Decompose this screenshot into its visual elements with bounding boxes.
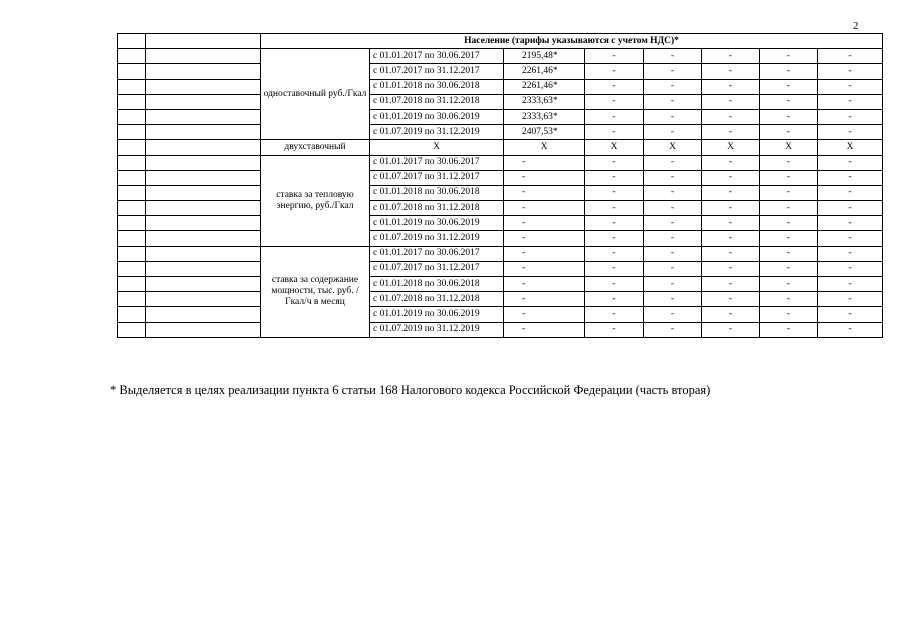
table-cell: [118, 64, 146, 79]
x-mark-cell: X: [644, 140, 702, 155]
tariff-value-cell: 2333,63*: [504, 109, 585, 124]
dash-cell: -: [818, 185, 883, 200]
dash-cell: -: [702, 109, 760, 124]
dash-cell: -: [585, 64, 644, 79]
table-cell: [146, 49, 261, 64]
dash-cell: -: [818, 261, 883, 276]
dash-cell: -: [760, 246, 818, 261]
table-cell: [118, 292, 146, 307]
table-cell: [146, 170, 261, 185]
dash-cell: -: [585, 277, 644, 292]
dash-cell: -: [702, 261, 760, 276]
dash-cell: -: [818, 49, 883, 64]
dash-cell: -: [818, 277, 883, 292]
period-cell: с 01.07.2019 по 31.12.2019: [370, 322, 504, 337]
dash-cell: -: [760, 261, 818, 276]
tariff-table-body: [118, 34, 883, 338]
dash-cell: -: [818, 170, 883, 185]
dash-cell: -: [644, 94, 702, 109]
dash-cell: -: [760, 79, 818, 94]
heat-rate-label: ставка за тепловую энергию, руб./Гкал: [261, 155, 370, 246]
dash-cell: -: [760, 155, 818, 170]
period-cell: с 01.07.2017 по 31.12.2017: [370, 64, 504, 79]
population-header: Население (тарифы указываются с учетом НДС)*: [261, 34, 883, 49]
dash-cell: -: [760, 216, 818, 231]
table-cell: [118, 155, 146, 170]
tariff-value-cell: -: [504, 170, 585, 185]
tariff-value-cell: 2407,53*: [504, 125, 585, 140]
tariff-table: [117, 33, 883, 338]
dash-cell: -: [644, 277, 702, 292]
period-cell: с 01.01.2018 по 30.06.2018: [370, 185, 504, 200]
table-cell: [118, 231, 146, 246]
period-cell: с 01.07.2019 по 31.12.2019: [370, 231, 504, 246]
table-row: [118, 64, 883, 79]
table-cell: [146, 155, 261, 170]
dash-cell: -: [585, 292, 644, 307]
dash-cell: -: [644, 64, 702, 79]
dash-cell: -: [702, 49, 760, 64]
period-cell: с 01.07.2017 по 31.12.2017: [370, 261, 504, 276]
dash-cell: -: [760, 277, 818, 292]
tariff-value-cell: 2261,46*: [504, 79, 585, 94]
dash-cell: -: [585, 185, 644, 200]
dash-cell: -: [702, 322, 760, 337]
dash-cell: -: [585, 94, 644, 109]
table-cell: [118, 34, 146, 49]
table-cell: [146, 307, 261, 322]
dash-cell: -: [644, 231, 702, 246]
table-row: [118, 201, 883, 216]
dash-cell: -: [818, 125, 883, 140]
x-mark-cell: X: [702, 140, 760, 155]
x-mark-cell: X: [370, 140, 504, 155]
table-cell: [146, 216, 261, 231]
table-cell: [146, 201, 261, 216]
table-cell: [118, 277, 146, 292]
tariff-value-cell: 2261,46*: [504, 64, 585, 79]
dash-cell: -: [818, 216, 883, 231]
dash-cell: -: [702, 155, 760, 170]
dash-cell: -: [644, 307, 702, 322]
dash-cell: -: [818, 155, 883, 170]
dash-cell: -: [644, 322, 702, 337]
page-number: 2: [853, 20, 859, 32]
one-rate-label: одноставочный руб./Гкал: [261, 49, 370, 140]
dash-cell: -: [702, 292, 760, 307]
dash-cell: -: [585, 155, 644, 170]
dash-cell: -: [702, 170, 760, 185]
dash-cell: -: [760, 292, 818, 307]
dash-cell: -: [760, 109, 818, 124]
table-cell: [146, 261, 261, 276]
table-row: [118, 231, 883, 246]
dash-cell: -: [818, 292, 883, 307]
period-cell: с 01.01.2017 по 30.06.2017: [370, 246, 504, 261]
dash-cell: -: [702, 79, 760, 94]
table-cell: [118, 322, 146, 337]
table-cell: [118, 261, 146, 276]
tariff-value-cell: -: [504, 261, 585, 276]
tariff-value-cell: -: [504, 216, 585, 231]
period-cell: с 01.07.2017 по 31.12.2017: [370, 170, 504, 185]
table-row: [118, 79, 883, 94]
dash-cell: -: [818, 246, 883, 261]
table-cell: [146, 246, 261, 261]
table-row: [118, 322, 883, 337]
dash-cell: -: [702, 277, 760, 292]
table-row: [118, 49, 883, 64]
period-cell: с 01.01.2019 по 30.06.2019: [370, 216, 504, 231]
dash-cell: -: [644, 155, 702, 170]
table-row: [118, 125, 883, 140]
dash-cell: -: [818, 94, 883, 109]
table-header-row: [118, 34, 883, 49]
dash-cell: -: [760, 125, 818, 140]
tariff-value-cell: -: [504, 201, 585, 216]
table-cell: [118, 201, 146, 216]
period-cell: с 01.07.2018 по 31.12.2018: [370, 292, 504, 307]
period-cell: с 01.07.2018 по 31.12.2018: [370, 94, 504, 109]
table-cell: [118, 109, 146, 124]
table-cell: [118, 246, 146, 261]
dash-cell: -: [818, 64, 883, 79]
table-cell: [118, 185, 146, 200]
dash-cell: -: [585, 125, 644, 140]
table-cell: [118, 79, 146, 94]
dash-cell: -: [760, 64, 818, 79]
dash-cell: -: [644, 125, 702, 140]
dash-cell: -: [702, 246, 760, 261]
table-cell: [146, 185, 261, 200]
tariff-value-cell: -: [504, 277, 585, 292]
table-cell: [118, 307, 146, 322]
dash-cell: -: [585, 79, 644, 94]
dash-cell: -: [760, 231, 818, 246]
period-cell: с 01.01.2017 по 30.06.2017: [370, 49, 504, 64]
dash-cell: -: [760, 322, 818, 337]
table-row: [118, 261, 883, 276]
period-cell: с 01.01.2019 по 30.06.2019: [370, 307, 504, 322]
table-cell: [146, 277, 261, 292]
table-cell: [118, 216, 146, 231]
tariff-value-cell: -: [504, 307, 585, 322]
dash-cell: -: [702, 216, 760, 231]
dash-cell: -: [760, 94, 818, 109]
dash-cell: -: [702, 94, 760, 109]
tariff-value-cell: -: [504, 292, 585, 307]
dash-cell: -: [702, 185, 760, 200]
two-rate-row: [118, 140, 883, 155]
table-cell: [146, 140, 261, 155]
tariff-value-cell: -: [504, 322, 585, 337]
tariff-value-cell: -: [504, 155, 585, 170]
table-cell: [118, 140, 146, 155]
table-cell: [118, 49, 146, 64]
dash-cell: -: [644, 185, 702, 200]
period-cell: с 01.01.2019 по 30.06.2019: [370, 109, 504, 124]
dash-cell: -: [585, 231, 644, 246]
tariff-value-cell: -: [504, 185, 585, 200]
table-cell: [146, 125, 261, 140]
dash-cell: -: [702, 231, 760, 246]
dash-cell: -: [760, 185, 818, 200]
table-row: [118, 109, 883, 124]
table-row: [118, 277, 883, 292]
table-cell: [146, 34, 261, 49]
tariff-value-cell: 2195,48*: [504, 49, 585, 64]
table-cell: [118, 170, 146, 185]
x-mark-cell: X: [585, 140, 644, 155]
dash-cell: -: [818, 201, 883, 216]
tariff-value-cell: -: [504, 246, 585, 261]
dash-cell: -: [644, 79, 702, 94]
tariff-value-cell: -: [504, 231, 585, 246]
table-cell: [146, 231, 261, 246]
dash-cell: -: [585, 201, 644, 216]
table-cell: [118, 125, 146, 140]
table-row: [118, 246, 883, 261]
table-cell: [146, 109, 261, 124]
table-row: [118, 170, 883, 185]
table-cell: [146, 292, 261, 307]
period-cell: с 01.01.2018 по 30.06.2018: [370, 79, 504, 94]
dash-cell: -: [818, 231, 883, 246]
dash-cell: -: [818, 307, 883, 322]
dash-cell: -: [760, 307, 818, 322]
dash-cell: -: [585, 322, 644, 337]
table-cell: [146, 79, 261, 94]
table-row: [118, 307, 883, 322]
dash-cell: -: [644, 201, 702, 216]
table-row: [118, 292, 883, 307]
two-rate-label: двухставочный: [261, 140, 370, 155]
dash-cell: -: [702, 64, 760, 79]
dash-cell: -: [702, 201, 760, 216]
dash-cell: -: [585, 109, 644, 124]
capacity-rate-label: ставка за содержание мощности, тыс. руб. /Гкал/ч в месяц: [261, 246, 370, 337]
dash-cell: -: [644, 261, 702, 276]
dash-cell: -: [644, 216, 702, 231]
dash-cell: -: [585, 170, 644, 185]
x-mark-cell: X: [818, 140, 883, 155]
period-cell: с 01.01.2017 по 30.06.2017: [370, 155, 504, 170]
dash-cell: -: [760, 201, 818, 216]
dash-cell: -: [818, 109, 883, 124]
dash-cell: -: [702, 307, 760, 322]
table-row: [118, 216, 883, 231]
dash-cell: -: [818, 322, 883, 337]
period-cell: с 01.07.2019 по 31.12.2019: [370, 125, 504, 140]
dash-cell: -: [644, 109, 702, 124]
table-cell: [118, 94, 146, 109]
dash-cell: -: [585, 246, 644, 261]
period-cell: с 01.07.2018 по 31.12.2018: [370, 201, 504, 216]
dash-cell: -: [585, 261, 644, 276]
dash-cell: -: [818, 79, 883, 94]
dash-cell: -: [760, 49, 818, 64]
dash-cell: -: [585, 307, 644, 322]
x-mark-cell: X: [504, 140, 585, 155]
dash-cell: -: [644, 49, 702, 64]
table-row: [118, 155, 883, 170]
table-cell: [146, 322, 261, 337]
dash-cell: -: [644, 246, 702, 261]
table-cell: [146, 64, 261, 79]
footnote: * Выделяется в целях реализации пункта 6 статьи 168 Налогового кодекса Российской Федерации (часть вторая): [110, 383, 711, 397]
x-mark-cell: X: [760, 140, 818, 155]
period-cell: с 01.01.2018 по 30.06.2018: [370, 277, 504, 292]
dash-cell: -: [760, 170, 818, 185]
tariff-value-cell: 2333,63*: [504, 94, 585, 109]
dash-cell: -: [644, 170, 702, 185]
dash-cell: -: [702, 125, 760, 140]
table-cell: [146, 94, 261, 109]
dash-cell: -: [585, 49, 644, 64]
dash-cell: -: [585, 216, 644, 231]
table-row: [118, 185, 883, 200]
table-row: [118, 94, 883, 109]
dash-cell: -: [644, 292, 702, 307]
